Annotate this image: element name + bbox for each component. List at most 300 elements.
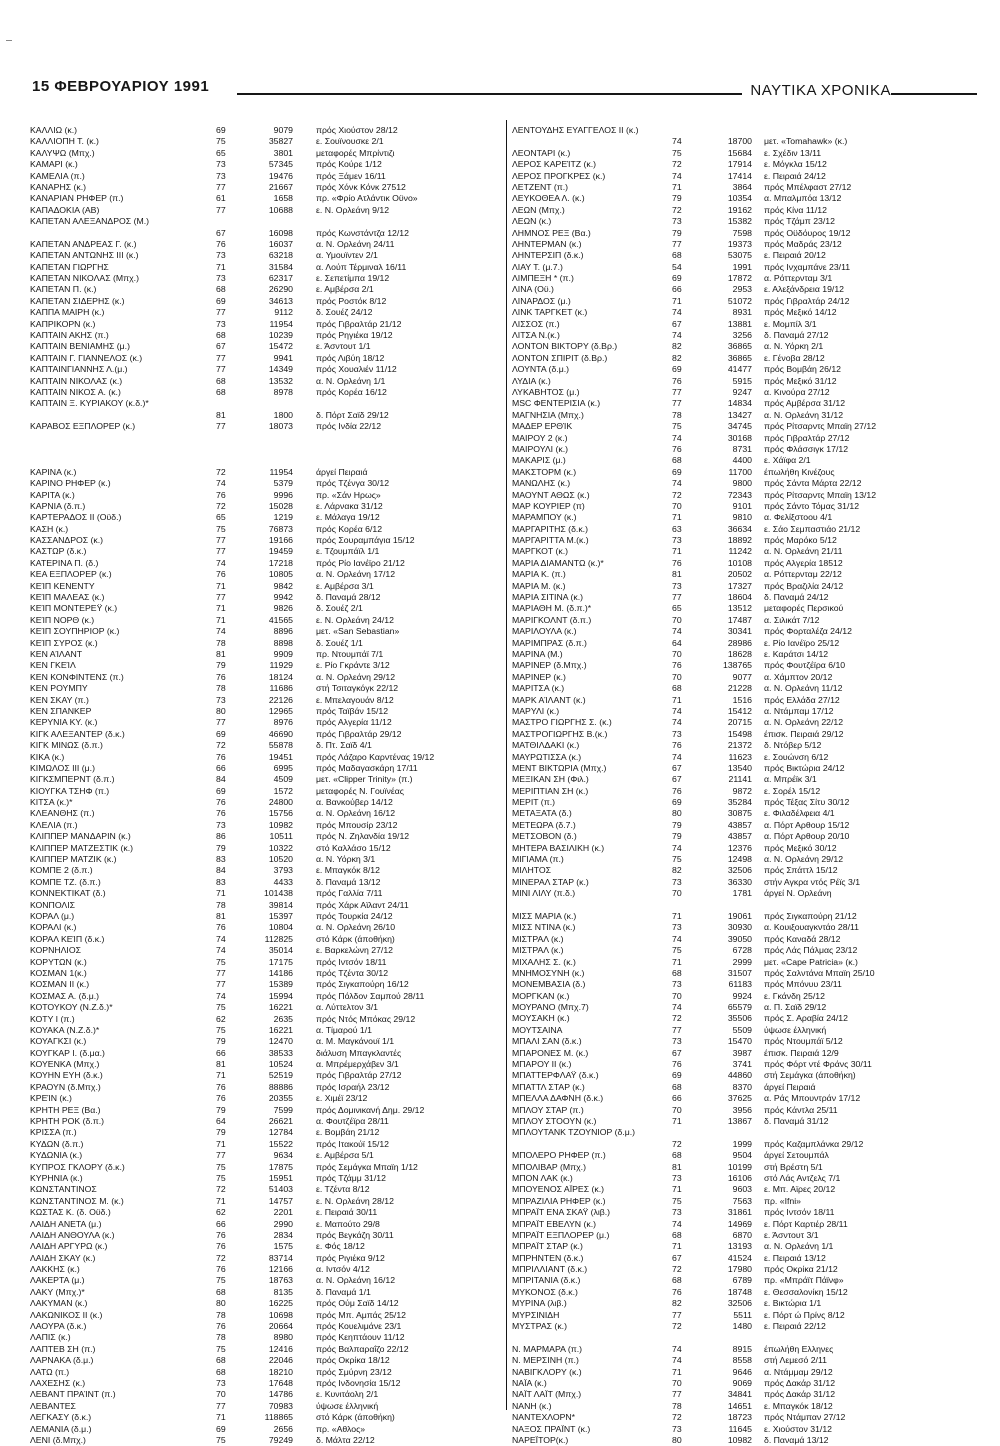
build-year: 76 (216, 1081, 226, 1092)
build-year: 75 (216, 1275, 226, 1286)
tonnage: 17487 (727, 614, 752, 625)
ship-destination: ε. Βομβάη 21/12 (316, 1127, 380, 1138)
ship-name: ΚΡΕΊΝ (κ.) (30, 1093, 72, 1104)
tonnage: 17872 (727, 273, 752, 284)
ship-destination: πρός Ισραήλ 23/12 (316, 1081, 390, 1092)
tonnage: 79249 (268, 1434, 293, 1445)
ship-name: ΜΠΡΙΤΑΝΙΑ (δ.κ.) (512, 1275, 581, 1286)
ship-destination: πρός Σ. Αραβία 24/12 (764, 1013, 848, 1024)
ship-destination: α. Ν. Ορλεάνη 31/12 (764, 409, 844, 420)
ship-name: ΚΑΤΕΡΙΝΑ Π. (δ.) (30, 557, 99, 568)
ship-destination: πρός Τζένγα 30/12 (316, 478, 390, 489)
ship-destination: ε. Σορέλ 15/12 (764, 785, 821, 796)
tonnage: 9101 (732, 500, 752, 511)
ship-name: ΛΑΠΤΕΒ ΣΗ (π.) (30, 1343, 96, 1354)
tonnage: 2953 (732, 284, 752, 295)
build-year: 77 (216, 592, 226, 603)
tonnage: 12376 (727, 842, 752, 853)
ship-name: ΛΗΝΤΕΡΜΑΝ (κ.) (512, 238, 582, 249)
ship-destination: α. Ν. Υόρκη 3/1 (316, 854, 376, 865)
tonnage: 13512 (727, 603, 752, 614)
build-year: 82 (672, 865, 682, 876)
tonnage: 1991 (732, 261, 752, 272)
build-year: 69 (216, 1423, 226, 1434)
build-year: 66 (672, 1093, 682, 1104)
ship-destination: πρός Σαλντάνα Μπαϊη 25/10 (764, 967, 875, 978)
build-year: 81 (672, 569, 682, 580)
ship-name: ΛΑΚΕΡΤΑ (μ.) (30, 1275, 85, 1286)
ship-name: ΝΑΪΑ (κ.) (512, 1378, 547, 1388)
ship-destination: α. Ν. Υόρκη 2/1 (764, 341, 824, 352)
tonnage: 41477 (727, 364, 752, 375)
build-year: 77 (672, 1024, 682, 1035)
build-year: 74 (216, 933, 226, 944)
ship-destination: πρ. «Σάν Ηρως» (316, 489, 381, 500)
build-year: 74 (672, 136, 682, 147)
ship-name: ΚΛΙΠΠΕΡ ΜΑΤΖΕΣΤΙΚ (κ.) (30, 842, 134, 853)
ship-destination: δ. Παναμά 13/12 (764, 1434, 829, 1445)
tonnage: 21141 (728, 774, 752, 785)
tonnage: 9941 (273, 352, 293, 363)
tonnage: 32506 (727, 865, 752, 876)
ship-destination: πρός Ινδία 22/12 (316, 421, 382, 432)
ship-name: ΚΑΠΕΤΑΝ ΑΛΕΞΑΝΔΡΟΣ (Μ.) (30, 216, 150, 227)
build-year: 73 (216, 694, 226, 705)
ship-destination: ε. Άσντουτ 3/1 (764, 1229, 819, 1240)
tonnage: 35827 (268, 136, 293, 147)
ship-name: ΚΑΠΕΤΑΝ ΣΙΔΕΡΗΣ (κ.) (30, 295, 125, 306)
tonnage: 112825 (264, 933, 293, 944)
tonnage: 10688 (268, 204, 293, 215)
tonnage: 5915 (732, 375, 752, 386)
ship-name: ΜΠΡΙΛΛΙΑΝΤ (δ.κ.) (512, 1264, 588, 1275)
ship-destination: πρός Μπ. Αμπάς 25/12 (316, 1309, 406, 1320)
build-year: 77 (672, 1309, 682, 1320)
ship-destination: πρός Ντάμπαν 27/12 (764, 1412, 846, 1423)
tonnage: 26621 (268, 1116, 293, 1127)
tonnage: 15522 (268, 1138, 293, 1149)
tonnage: 39814 (268, 899, 293, 910)
ship-destination: ε. Πειραιά 30/11 (316, 1207, 378, 1218)
ship-destination: α. Ν. Ορλεάνη 22/12 (764, 717, 844, 728)
build-year: 71 (672, 1366, 682, 1377)
tonnage: 19451 (268, 751, 293, 762)
build-year: 71 (672, 694, 682, 705)
tonnage: 8978 (273, 387, 293, 397)
ship-name: ΜΑΡΙΝΕΡ (δ.Μπχ.) (512, 660, 587, 671)
ship-destination: πρός Κωνστάντζα 12/12 (316, 227, 409, 238)
ship-destination: ε. Μπελαγουάν 8/12 (316, 694, 394, 705)
ship-destination: ε. Τζουμπάϊλ 1/1 (316, 546, 380, 557)
ship-name: ΛΑΙΔΗ ΑΝΘΟΥΛΑ (κ.) (30, 1229, 115, 1240)
tonnage: 31584 (268, 261, 293, 272)
ship-destination: α. Τίμαρού 1/1 (316, 1024, 372, 1035)
build-year: 83 (216, 876, 226, 887)
ship-destination: πρός Βεγκάζη 30/11 (316, 1229, 394, 1240)
ship-destination: ε. Πειραιά 22/12 (764, 1321, 826, 1332)
tonnage: 138765 (723, 660, 752, 671)
tonnage: 19476 (268, 170, 293, 181)
build-year: 75 (216, 1434, 226, 1445)
tonnage: 34745 (727, 421, 752, 432)
build-year: 73 (672, 580, 682, 591)
tonnage: 7599 (273, 1104, 293, 1115)
build-year: 73 (672, 876, 682, 887)
tonnage: 21228 (727, 683, 752, 694)
build-year: 73 (216, 819, 226, 830)
tonnage: 13540 (727, 762, 752, 773)
build-year: 77 (672, 398, 682, 409)
tonnage: 18604 (727, 592, 752, 603)
ship-name: ΚΟΜΠΕ ΤΖ. (δ.π.) (30, 876, 101, 887)
ship-destination: πρ. «Αθλος» (316, 1423, 366, 1434)
ship-destination: α. Σιλικάτ 7/12 (764, 614, 820, 625)
ship-destination: πρός Ινδονησία 15/12 (316, 1378, 401, 1388)
ship-destination: πρός Τουρκία 24/12 (316, 910, 393, 921)
ship-name: ΜΑΡΙΝΕΡ (κ.) (512, 671, 566, 682)
ship-name: ΜΑΤΘΙΛΔΑΚΙ (κ.) (512, 740, 580, 751)
build-year: 73 (672, 728, 682, 739)
tonnage: 31861 (727, 1207, 752, 1218)
tonnage: 15951 (268, 1172, 293, 1183)
build-year: 75 (216, 523, 226, 534)
ship-destination: πρός Χάρκ Αϊλαντ 24/11 (316, 899, 409, 910)
tonnage: 21372 (727, 740, 752, 751)
build-year: 70 (672, 1378, 682, 1388)
ship-destination: πρός Κούρε 1/12 (316, 159, 382, 170)
ship-destination: πρός Γιβραλτάρ 27/12 (316, 1070, 402, 1081)
ship-destination: δ. Παναμά 1/1 (316, 1286, 371, 1297)
tonnage: 20715 (727, 717, 752, 728)
build-year: 75 (216, 1002, 226, 1013)
tonnage: 10982 (268, 819, 293, 830)
ship-destination: στή Βρέστη 5/1 (764, 1161, 823, 1172)
ship-name: ΚΕΝ ΣΚΑΥ (π.) (30, 694, 89, 705)
ship-name: ΛΑΚΥΜΑΝ (κ.) (30, 1298, 88, 1309)
build-year: 72 (672, 204, 682, 215)
ship-destination: δ. Σουέζ 24/12 (316, 307, 373, 318)
build-year: 73 (672, 535, 682, 546)
ship-destination: πρός Οκρίκα 18/12 (316, 1355, 390, 1366)
ship-name: ΛΕΡΟΣ ΚΑΡΕΊΤΖ (κ.) (512, 159, 597, 170)
ship-destination: πρός Ρίτσαρντς Μπαϊη 27/12 (764, 421, 877, 432)
ship-destination: ε. Πειραιά 13/12 (764, 1252, 826, 1263)
ship-name: ΛΑΙΔΗ ΑΡΓΥΡΩ (κ.) (30, 1241, 108, 1252)
build-year: 65 (216, 512, 226, 523)
tonnage: 1516 (732, 694, 752, 705)
ship-name: ΜΙΝΕΡΑΛ ΣΤΑΡ (κ.) (512, 876, 589, 887)
tonnage: 3741 (732, 1059, 752, 1070)
build-year: 71 (672, 1241, 682, 1252)
ship-destination: πρός Οκρίκα 21/12 (764, 1264, 838, 1275)
build-year: 82 (672, 352, 682, 363)
build-year: 76 (672, 375, 682, 386)
tonnage: 36865 (727, 341, 752, 352)
build-year: 71 (672, 512, 682, 523)
build-year: 74 (672, 626, 682, 637)
ship-name: ΜΙΝΙ ΛΙΛΥ (π.δ.) (512, 888, 576, 899)
ship-name: ΛΑΙΔΗ ΣΚΑΥ (κ.) (30, 1252, 96, 1263)
ship-name: ΚΕΡΥΝΙΑ ΚΥ. (κ.) (30, 717, 98, 728)
ship-name: ΚΑΛΥΨΩ (Μπχ.) (30, 147, 95, 158)
ship-name: ΛΙΝΚ ΤΑΡΓΚΕΤ (κ.) (512, 307, 588, 318)
build-year: 79 (216, 660, 226, 671)
ship-destination: α. Λούπ Τέρμιναλ 16/11 (316, 261, 407, 272)
build-year: 73 (672, 216, 682, 227)
build-year: 72 (672, 1013, 682, 1024)
ship-name: ΜΠΟΛΙΒΑΡ (Μπχ.) (512, 1161, 586, 1172)
tonnage: 18124 (268, 671, 293, 682)
build-year: 66 (672, 284, 682, 295)
tonnage: 9634 (273, 1150, 293, 1161)
build-year: 76 (672, 1059, 682, 1070)
ship-name: ΛΟΝΤΟΝ ΣΠΙΡΙΤ (δ.Βρ.) (512, 352, 608, 363)
tonnage: 19373 (727, 238, 752, 249)
tonnage: 30930 (727, 922, 752, 933)
ship-name: ΚΕΊΠ ΜΑΛΕΑΣ (κ.) (30, 592, 105, 603)
tonnage: 15412 (727, 705, 752, 716)
ship-destination: πρός Ούμ Σαϊδ 14/12 (316, 1298, 399, 1309)
ship-destination: πρός Ιτακούϊ 15/12 (316, 1138, 390, 1149)
tonnage: 16221 (268, 1024, 293, 1035)
ship-destination: ε. Μομπίλ 3/1 (764, 318, 817, 329)
ship-destination: πρός Χόνκ Κόνκ 27512 (316, 181, 406, 192)
build-year: 68 (216, 387, 226, 397)
tonnage: 10804 (268, 922, 293, 933)
ship-name: ΜΑΡΙΑ ΣΙΤΙΝΑ (κ.) (512, 592, 584, 603)
ship-name: ΛΕΩΝ (Μπχ.) (512, 204, 565, 215)
build-year: 74 (216, 990, 226, 1001)
ship-destination: ε. Αμβέρσα 5/1 (316, 1150, 374, 1161)
ship-destination: μετ. «Tomahawk» (κ.) (764, 136, 848, 147)
ship-name: ΚΑΛΛΙΩ (κ.) (30, 125, 78, 135)
tonnage: 39050 (727, 933, 752, 944)
build-year: 77 (216, 307, 226, 318)
tonnage: 13193 (727, 1241, 752, 1252)
ship-name: ΚΑΛΛΙΟΠΗ Τ. (κ.) (30, 136, 99, 147)
ship-destination: στή Λεμεσό 2/11 (764, 1355, 827, 1366)
build-year: 66 (216, 1218, 226, 1229)
ship-destination: στήν Αγκρα ντός Ρέϊς 3/1 (764, 876, 861, 887)
ship-name: ΚΡΗΤΗ ΡΟΚ (δ.π.) (30, 1116, 105, 1127)
tonnage: 36865 (727, 352, 752, 363)
tonnage: 4433 (273, 876, 293, 887)
tonnage: 57345 (268, 159, 293, 170)
build-year: 80 (672, 808, 682, 819)
ship-name: ΚΡΙΣΣΑ (π.) (30, 1127, 77, 1138)
build-year: 69 (672, 1070, 682, 1081)
tonnage: 8898 (273, 637, 293, 648)
ship-name: ΜΕΝΤ ΒΙΚΤΩΡΙΑ (Μπχ.) (512, 762, 607, 773)
tonnage: 10511 (269, 831, 293, 842)
ship-name: ΚΑΡΝΙΑ (δ.π.) (30, 500, 86, 511)
tonnage: 15389 (268, 979, 293, 990)
tonnage: 35506 (727, 1013, 752, 1024)
ship-destination: μεταφορές Περσικού (764, 603, 844, 614)
publication-title: ΝΑΥΤΙΚΑ ΧΡΟΝΙΚΑ (750, 82, 891, 99)
ship-name: ΛΑΚΚΗΣ (κ.) (30, 1264, 80, 1275)
build-year: 68 (672, 1229, 682, 1240)
ship-name: ΜΑΙΡΟΥ 2 (κ.) (512, 432, 568, 443)
ship-name: ΚΟΡΝΗΛΙΟΣ (30, 945, 81, 956)
ship-destination: πρός Σιγκαπούρη 16/12 (316, 979, 409, 990)
build-year: 70 (672, 500, 682, 511)
ship-destination: πρός Βομβάη 26/12 (764, 364, 842, 375)
ship-destination: πρός Μπουσίρ 23/12 (316, 819, 398, 830)
build-year: 79 (672, 831, 682, 842)
ship-name: ΜΗΤΕΡΑ ΒΑΣΙΛΙΚΗ (κ.) (512, 842, 605, 853)
ship-name: ΚΑΠΕΤΑΝ ΑΝΔΡΕΑΣ Γ. (κ.) (30, 238, 137, 249)
build-year: 68 (672, 683, 682, 694)
tonnage: 12416 (268, 1343, 293, 1354)
ship-destination: α. Κουιξουαγκντάο 28/11 (764, 922, 860, 933)
ship-destination: ε. Πειραιά 24/12 (764, 170, 826, 181)
build-year: 79 (216, 842, 226, 853)
ship-name: ΜΕΤΕΩΡΑ (δ.7.) (512, 819, 576, 830)
build-year: 75 (672, 421, 682, 432)
ship-name: ΚΙΟΥΓΚΑ ΤΣΗΦ (π.) (30, 785, 110, 796)
ship-destination: πρός Μεξικό 30/12 (764, 842, 837, 853)
build-year: 76 (672, 660, 682, 671)
ship-destination: μεταφορές Ν. Γουϊνέας (316, 785, 404, 796)
ship-destination: πρός Οϋδόυρος 19/12 (764, 227, 851, 238)
ship-name: ΜΑΡΙΓΚΟΛΝΤ (δ.π.) (512, 614, 592, 625)
ship-name: ΝΑΡΕΪΤΟΡ(κ.) (512, 1434, 569, 1445)
ship-destination: πρ. Ντουμπάϊ 7/1 (316, 649, 384, 659)
ship-destination: δ. Παναμά 27/12 (764, 330, 829, 341)
ship-destination: στό Καλλάσο 15/12 (316, 842, 391, 853)
tonnage: 2201 (273, 1207, 293, 1218)
ship-name: ΛΙΝΑΡΔΟΣ (μ.) (512, 295, 571, 306)
ship-name: ΛΑΧΕΣΗΣ (κ.) (30, 1378, 86, 1388)
ship-name: ΛΙΣΣΟΣ (π.) (512, 318, 560, 329)
tonnage: 13427 (727, 409, 752, 420)
build-year: 77 (216, 979, 226, 990)
tonnage: 18700 (727, 136, 752, 147)
ship-name: ΚΟΤΟΥΚΟΥ (Ν.Ζ.δ.)* (30, 1002, 113, 1013)
build-year: 75 (216, 1343, 226, 1354)
ship-name: ΚΟΣΜΑΝ 1(κ.) (30, 967, 87, 978)
tonnage: 30168 (727, 432, 752, 443)
ship-destination: άργεί Σετουμπάλ (764, 1150, 829, 1161)
build-year: 81 (216, 409, 226, 420)
build-year: 70 (672, 1104, 682, 1115)
ship-destination: πρός Βικτώρια 24/12 (764, 762, 845, 773)
tonnage: 11700 (728, 466, 752, 477)
build-year: 77 (672, 592, 682, 603)
ship-name: ΛΗΜΝΟΣ ΡΕΞ (Βα.) (512, 227, 591, 238)
build-year: 76 (216, 1229, 226, 1240)
ship-name: ΚΩΝΣΤΑΝΤΙΝΟΣ (30, 1184, 97, 1195)
tonnage: 83714 (268, 1252, 293, 1263)
tonnage: 3801 (273, 147, 293, 158)
tonnage: 10322 (268, 842, 293, 853)
tonnage: 101438 (264, 888, 293, 899)
tonnage: 32506 (727, 1298, 752, 1309)
ship-destination: άργεί Ν. Ορλεάνη (764, 888, 832, 899)
tonnage: 15684 (727, 147, 752, 158)
ship-destination: πρός Μαρόκο 5/12 (764, 535, 837, 546)
tonnage: 6728 (732, 945, 752, 956)
ship-destination: στή Τσιταγκόγκ 22/12 (316, 683, 399, 694)
build-year: 72 (672, 159, 682, 170)
ship-destination: ε. Γένοβα 28/12 (764, 352, 825, 363)
ship-destination: δ. Μάλτα 22/12 (316, 1434, 375, 1445)
ship-destination: στό Λάς Αντζελς 7/1 (764, 1172, 841, 1183)
ship-destination: α. Μπρέμερχάβεν 3/1 (316, 1059, 399, 1070)
ship-name: ΛΙΑΥ Τ. (μ.7.) (512, 261, 563, 272)
tonnage: 18723 (727, 1412, 752, 1423)
ship-destination: α. Μπαλμπόα 13/12 (764, 193, 842, 204)
build-year: 76 (216, 797, 226, 808)
ship-destination: ε. Αμβέρσα 3/1 (316, 580, 374, 591)
ship-destination: ε. Πειραιά 20/12 (764, 250, 826, 261)
ship-name: ΜΑΡΙΑΘΗ Μ. (δ.π.)* (512, 603, 592, 614)
tonnage: 9909 (273, 649, 293, 659)
ship-destination: ε. Ρίο Γκράντε 3/12 (316, 660, 390, 671)
ship-name: ΛΑΡΝΑΚΑ (δ.μ.) (30, 1355, 94, 1366)
ship-name: ΚΟΥΑΚΑ (Ν.Ζ.δ.)* (30, 1024, 100, 1035)
build-year: 73 (672, 1207, 682, 1218)
ship-destination: έπισκ. Πειραιά 12/9 (764, 1047, 839, 1058)
tonnage: 14349 (268, 364, 293, 375)
ship-name: ΛΑΤΩ (π.) (30, 1366, 70, 1377)
ship-destination: πρός Ελλάδα 27/12 (764, 694, 840, 705)
tonnage: 35284 (727, 797, 752, 808)
ship-name: ΚΑΠΤΑΙΝ ΒΕΝΙΑΜΗΣ (μ.) (30, 341, 130, 352)
ship-name: ΚΡΑΟΥΝ (δ.Μπχ.) (30, 1081, 101, 1092)
build-year: 71 (216, 1412, 226, 1423)
ship-destination: α. Φελίξστοου 4/1 (764, 512, 833, 523)
ship-name: ΜΠΛΟΥ ΣΤΑΡ (π.) (512, 1104, 584, 1115)
ship-destination: ύψωσε έλληνική (764, 1024, 827, 1035)
ship-name: ΛΕΜΑΝΙΑ (δ.μ.) (30, 1423, 92, 1434)
ship-name: ΛΥΚΑΒΗΤΟΣ (μ.) (512, 387, 580, 397)
tonnage: 88886 (268, 1081, 293, 1092)
ship-name: ΛΙΜΠΕΞΗ * (π.) (512, 273, 574, 284)
build-year: 68 (672, 1150, 682, 1161)
tonnage: 15472 (268, 341, 293, 352)
build-year: 86 (216, 831, 226, 842)
tonnage: 18073 (268, 421, 293, 432)
tonnage: 9996 (273, 489, 293, 500)
ship-destination: πρός Πόλδον Σαμπού 28/11 (316, 990, 425, 1001)
tonnage: 1572 (273, 785, 293, 796)
ship-name: ΛΑΚΥ (Μπχ.)* (30, 1286, 85, 1297)
ship-name: ΚΑΠΑΔΟΚΙΑ (ΑΒ) (30, 204, 100, 215)
ship-destination: ε. Βικτώρια 1/1 (764, 1298, 822, 1309)
build-year: 76 (216, 751, 226, 762)
ship-destination: πρός Δομινικανή Δημ. 29/12 (316, 1104, 425, 1115)
build-year: 67 (672, 1047, 682, 1058)
ship-destination: πρός Ιντσόν 18/11 (764, 1207, 835, 1218)
ship-destination: διάλυση Μπαγκλαντές (316, 1047, 402, 1058)
ship-destination: α. Κινούρα 27/12 (764, 387, 830, 397)
ship-destination: πρός Χιούστον 28/12 (316, 125, 398, 135)
ship-name: ΚΑΠΕΤΑΝ ΓΙΩΡΓΗΣ (30, 261, 109, 272)
tonnage: 55878 (268, 740, 293, 751)
ship-name: ΜΑΡΙΑ Μ. (κ.) (512, 580, 566, 591)
build-year: 76 (216, 489, 226, 500)
ship-name: ΜΠΑΤΤΕΡΦΛΑΫ (δ.κ.) (512, 1070, 599, 1081)
ship-destination: ε. Ν. Ορλεάνη 28/12 (316, 1195, 394, 1206)
ship-name: ΛΥΔΙΑ (κ.) (512, 375, 551, 386)
tonnage: 1658 (273, 193, 293, 204)
ship-name: ΚΑΠΕΤΑΝ Π. (κ.) (30, 284, 97, 295)
build-year: 77 (216, 364, 226, 375)
build-year: 74 (672, 432, 682, 443)
ship-name: ΚΑΠΡΙΚΟΡΝ (κ.) (30, 318, 96, 329)
